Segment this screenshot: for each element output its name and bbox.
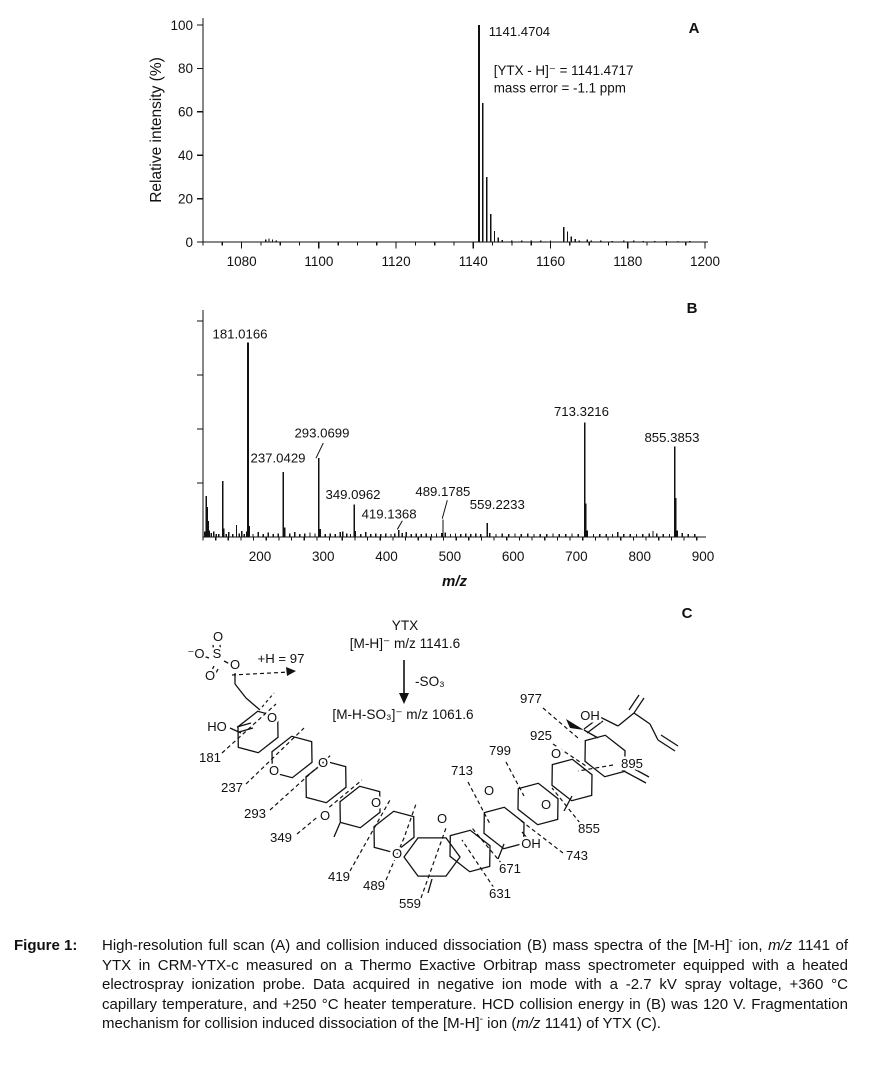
fragment-mass-label: 799 — [488, 743, 512, 758]
fragment-mass-label: 181 — [198, 750, 222, 765]
annotation: mass error = -1.1 ppm — [493, 80, 626, 96]
fragment-mass-label: 977 — [519, 691, 543, 706]
y-tick-label: 40 — [177, 148, 193, 163]
compound-name: YTX — [391, 618, 419, 633]
peak-label: 293.0699 — [294, 425, 350, 441]
peak-label: 713.3216 — [553, 404, 609, 420]
panel-a-spectrum — [148, 18, 720, 269]
x-tick-label: 400 — [375, 549, 398, 564]
oxygen-atom-label: O — [436, 811, 448, 826]
x-tick-label: 500 — [438, 549, 462, 564]
figure-caption — [14, 936, 848, 1034]
oxygen-atom-label: O — [540, 797, 552, 812]
oxygen-atom-label: OH — [521, 836, 541, 851]
peak-label: 855.3853 — [644, 429, 700, 445]
oxygen-atom-label: O — [319, 808, 331, 823]
fragment-mass-label: 925 — [529, 728, 553, 743]
x-tick-label: 1160 — [536, 254, 566, 269]
fragment-mass-label: 671 — [498, 861, 522, 876]
x-tick-label: 1140 — [458, 254, 488, 269]
neutral-loss-label: -SO₃ — [415, 674, 445, 689]
oxygen-atom-label: ⁻O — [187, 646, 205, 661]
oxygen-atom-label: OH — [580, 708, 600, 723]
fragment-mass-label: 631 — [488, 886, 512, 901]
fragment-mass-label: 293 — [243, 806, 267, 821]
oxygen-atom-label: HO — [207, 719, 227, 734]
figure-caption-text: High-resolution full scan (A) and collision induced dissociation (B) mass spectra of the [M-H]- ion, m/z 1141 of YTX in CRM-YTX-c measured on a Thermo Exactive Orbitrap mass spectrometer equipped with a heated electrospray ionization probe. Data acquired in negative ion mode with a -2.7 kV spray voltage, +360 °C capillary temperature, and +250 °C heater temperature. HCD collision energy in (B) was 120 V. Fragmentation mechanism for collision induced dissociation of the [M-H]- ion (m/z 1141) of YTX (C). — [102, 936, 848, 1033]
oxygen-atom-label: O — [317, 755, 329, 770]
oxygen-atom-label: O — [550, 746, 562, 761]
figure-caption-label: Figure 1: — [14, 937, 78, 954]
peak-label: 237.0429 — [250, 450, 306, 466]
oxygen-atom-label: O — [268, 763, 280, 778]
y-tick-label: 20 — [177, 191, 193, 207]
x-axis-title: m/z — [441, 573, 468, 590]
oxygen-atom-label: O — [391, 846, 403, 861]
oxygen-atom-label: O — [229, 657, 241, 672]
fragment-mass-label: 559 — [398, 896, 422, 911]
peak-label: 419.1368 — [361, 506, 417, 522]
fragment-mass-label: 489 — [362, 878, 386, 893]
oxygen-atom-label: O — [483, 783, 495, 798]
peak-label: 181.0166 — [212, 326, 268, 342]
peak-label: 1141.4704 — [488, 23, 551, 39]
peak-label: 489.1785 — [415, 483, 471, 499]
oxygen-atom-label: O — [212, 629, 224, 644]
panel-label: C — [681, 605, 693, 622]
x-tick-label: 1080 — [226, 254, 257, 269]
oxygen-atom-label: O — [266, 710, 278, 725]
sulfate-loss-note: +H = 97 — [257, 651, 305, 666]
annotation: [YTX - H]⁻ = 1141.4717 — [493, 62, 634, 78]
x-tick-label: 600 — [501, 549, 525, 564]
fragment-mass-label: 237 — [220, 780, 244, 795]
y-tick-label: 80 — [177, 61, 193, 77]
y-tick-label: 60 — [177, 104, 193, 120]
oxygen-atom-label: O — [370, 795, 382, 810]
sulfur-atom-label: S — [212, 646, 222, 661]
y-tick-label: 0 — [185, 234, 193, 250]
peak-label: 349.0962 — [325, 487, 381, 503]
peak-label: 559.2233 — [469, 496, 525, 512]
panel-label: A — [688, 20, 700, 37]
x-tick-label: 1120 — [381, 254, 411, 269]
x-tick-label: 900 — [691, 549, 715, 564]
panel-b-spectrum — [197, 300, 714, 590]
y-axis-title: Relative intensity (%) — [148, 57, 165, 203]
x-tick-label: 1200 — [689, 254, 721, 269]
fragment-mass-label: 419 — [327, 869, 351, 884]
fragment-mass-label: 349 — [269, 830, 293, 845]
panel-label: B — [686, 300, 698, 317]
x-tick-label: 200 — [248, 549, 272, 564]
precursor-ion-label: [M-H]⁻ m/z 1141.6 — [349, 636, 461, 651]
fragment-mass-label: 713 — [450, 763, 474, 778]
x-tick-label: 1100 — [304, 254, 334, 269]
x-tick-label: 1180 — [613, 254, 643, 269]
oxygen-atom-label: O — [204, 668, 216, 683]
x-tick-label: 300 — [311, 549, 335, 564]
product-ion-label: [M-H-SO₃]⁻ m/z 1061.6 — [332, 707, 474, 722]
x-tick-label: 700 — [565, 549, 588, 564]
panel-c-structure — [188, 605, 693, 911]
y-tick-label: 100 — [170, 17, 193, 33]
fragment-mass-label: 895 — [620, 756, 644, 771]
fragment-mass-label: 743 — [565, 848, 589, 863]
x-tick-label: 800 — [628, 549, 651, 564]
fragment-mass-label: 855 — [577, 821, 601, 836]
